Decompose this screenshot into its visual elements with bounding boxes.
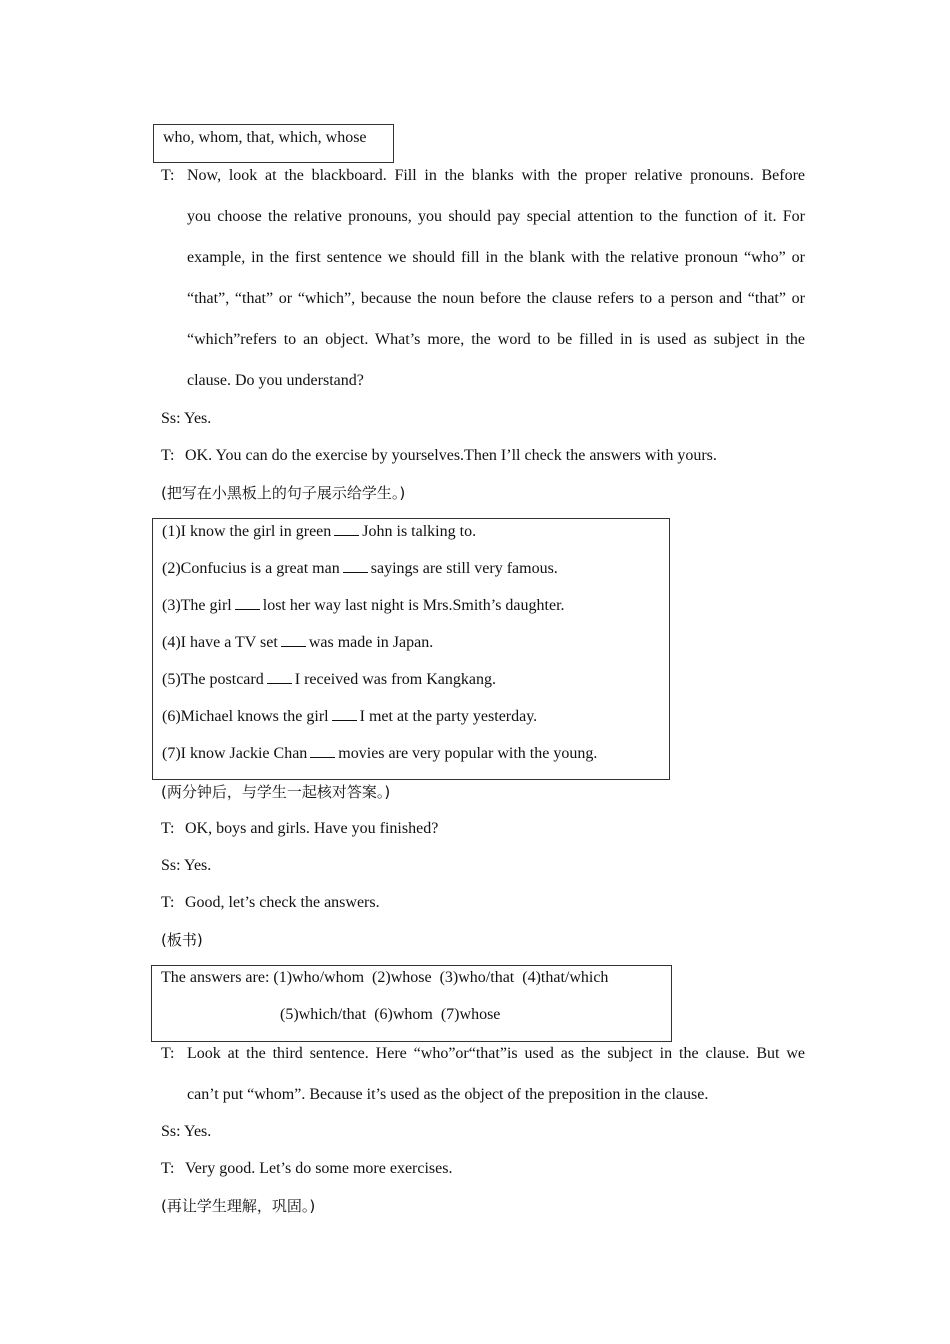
exercise-text: lost her way last night is Mrs.Smith’s daughter. <box>262 597 565 614</box>
dialogue-text: Very good. Let’s do some more exercises. <box>185 1160 453 1177</box>
dialogue-text: Yes. <box>183 857 212 874</box>
exercise-item <box>162 595 565 616</box>
exercise-text: I met at the party yesterday. <box>359 708 538 725</box>
exercise-text: (1)I know the girl in green <box>162 523 332 540</box>
speaker-label: T: <box>161 820 175 837</box>
dialogue-text: OK. You can do the exercise by yourselves.Then I’ll check the answers with yours. <box>185 447 717 464</box>
paragraph-line: “which”refers to an object. What’s more, the word to be filled in is used as subject in the <box>187 331 805 348</box>
answer-blank <box>267 669 292 684</box>
exercise-text: (4)I have a TV set <box>162 634 278 651</box>
exercise-text: (5)The postcard <box>162 671 264 688</box>
speaker-label: T: <box>161 167 175 184</box>
speaker-label: T: <box>161 1160 175 1177</box>
dialogue-line <box>161 446 717 466</box>
paragraph-line: “that”, “that” or “which”, because the noun before the clause refers to a person and “that” or <box>187 290 805 307</box>
dialogue-text: Good, let’s check the answers. <box>185 894 380 911</box>
exercise-item <box>162 521 476 542</box>
exercise-text: was made in Japan. <box>308 634 434 651</box>
answer-blank <box>343 558 368 573</box>
stage-note: (两分钟后，与学生一起核对答案。) <box>161 783 391 801</box>
exercise-text: (6)Michael knows the girl <box>162 708 329 725</box>
dialogue-text: OK, boys and girls. Have you finished? <box>185 820 439 837</box>
paragraph-line: clause. Do you understand? <box>187 372 364 389</box>
paragraph-line: can’t put “whom”. Because it’s used as the object of the preposition in the clause. <box>187 1086 709 1103</box>
dialogue-line <box>161 856 211 876</box>
dialogue-text: Yes. <box>183 1123 212 1140</box>
stage-note: (再让学生理解，巩固。) <box>161 1197 316 1215</box>
exercise-text: movies are very popular with the young. <box>338 745 598 762</box>
answer-blank <box>310 743 335 758</box>
speaker-label: Ss: <box>161 410 181 427</box>
exercise-item <box>162 632 433 653</box>
paragraph-line: Look at the third sentence. Here “who”or“that”is used as the subject in the clause. But we <box>187 1045 805 1062</box>
exercise-text: sayings are still very famous. <box>370 560 558 577</box>
answers-line: (5)which/that (6)whom (7)whose <box>280 1006 501 1023</box>
dialogue-line <box>161 1122 211 1142</box>
exercise-item <box>162 558 558 579</box>
answers-line: The answers are: (1)who/whom (2)whose (3)who/that (4)that/which <box>161 969 609 986</box>
speaker-label: T: <box>161 447 175 464</box>
answer-blank <box>334 521 359 536</box>
dialogue-text: Yes. <box>183 410 212 427</box>
dialogue-line <box>161 1159 452 1179</box>
exercise-item <box>162 669 496 690</box>
dialogue-line <box>161 409 211 429</box>
exercise-item <box>162 743 597 764</box>
exercise-text: John is talking to. <box>362 523 477 540</box>
speaker-label: Ss: <box>161 857 181 874</box>
dialogue-line <box>161 893 380 913</box>
exercise-item <box>162 706 537 727</box>
speaker-label: T: <box>161 1045 175 1062</box>
pronoun-list: who, whom, that, which, whose <box>163 129 367 146</box>
exercise-text: (7)I know Jackie Chan <box>162 745 308 762</box>
speaker-label: T: <box>161 894 175 911</box>
paragraph-line: example, in the first sentence we should fill in the blank with the relative pronoun “who” or <box>187 249 805 266</box>
answer-blank <box>235 595 260 610</box>
exercise-text: I received was from Kangkang. <box>294 671 496 688</box>
paragraph-line: you choose the relative pronouns, you should pay special attention to the function of it. For <box>187 208 805 225</box>
paragraph-line: Now, look at the blackboard. Fill in the blanks with the proper relative pronouns. Before <box>187 167 805 184</box>
speaker-label: Ss: <box>161 1123 181 1140</box>
answer-blank <box>332 706 357 721</box>
stage-note: (把写在小黑板上的句子展示给学生。) <box>161 484 406 502</box>
exercise-text: (2)Confucius is a great man <box>162 560 340 577</box>
exercise-text: (3)The girl <box>162 597 232 614</box>
dialogue-line <box>161 819 438 839</box>
stage-note: (板书) <box>161 931 203 949</box>
answer-blank <box>281 632 306 647</box>
